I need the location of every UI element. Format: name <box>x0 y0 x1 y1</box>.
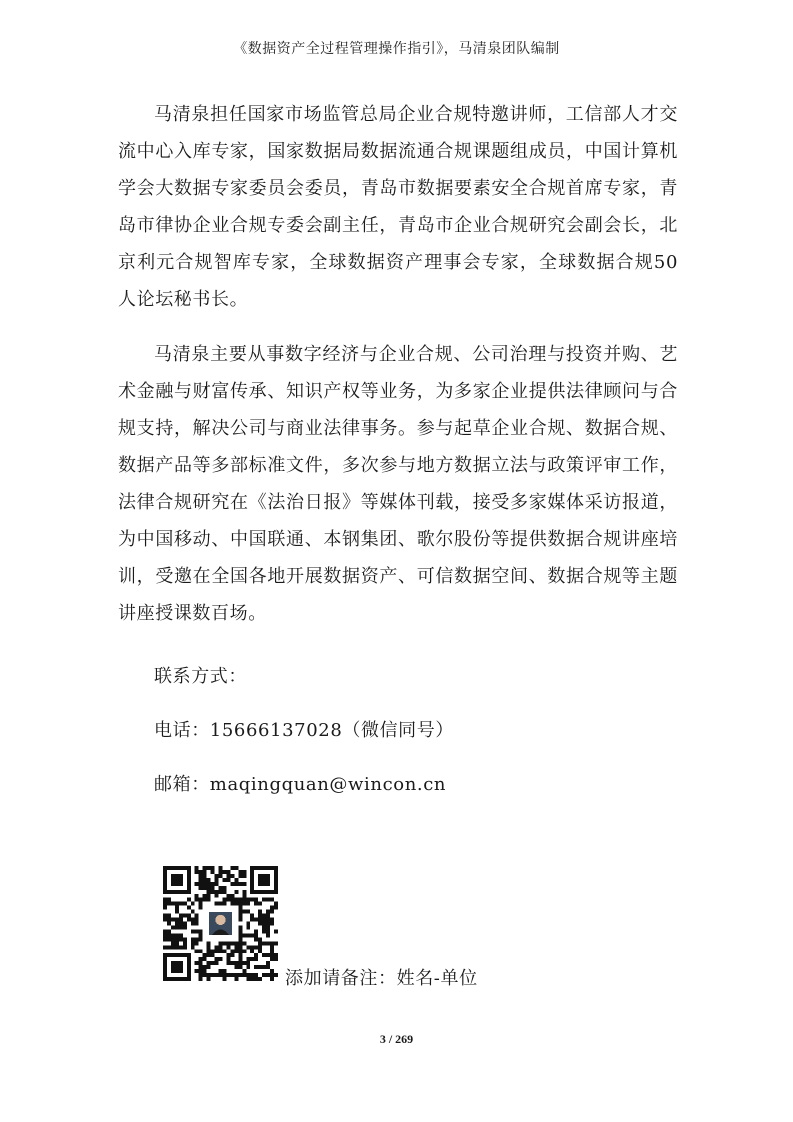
contact-email: 邮箱：maqingquan@wincon.cn <box>154 774 447 795</box>
page-number: 3 / 269 <box>379 1032 414 1046</box>
contact-phone: 电话：15666137028（微信同号） <box>154 720 454 741</box>
document-body <box>118 96 678 812</box>
bio-paragraph-roles: 马清泉担任国家市场监管总局企业合规特邀讲师，工信部人才交流中心入库专家，国家数据局数据流通合规课题组成员，中国计算机学会大数据专家委员会委员，青岛市数据要素安全合规首席专家，青岛市律协企业合规专委会副主任，青岛市企业合规研究会副会长，北京利元合规智库专家，全球数据资产理事会专家，全球数据合规50人论坛秘书长。 <box>118 104 678 310</box>
bio-paragraph-practice: 马清泉主要从事数字经济与企业合规、公司治理与投资并购、艺术金融与财富传承、知识产权等业务，为多家企业提供法律顾问与合规支持，解决公司与商业法律事务。参与起草企业合规、数据合规、数据产品等多部标准文件，多次参与地方数据立法与政策评审工作，法律合规研究在《法治日报》等媒体刊载，接受多家媒体采访报道，为中国移动、中国联通、本钢集团、歌尔股份等提供数据合规讲座培训，受邀在全国各地开展数据资产、可信数据空间、数据合规等主题讲座授课数百场。 <box>118 344 678 624</box>
wechat-qr-code <box>163 866 278 981</box>
qr-section <box>163 866 583 989</box>
qr-note: 添加请备注：姓名-单位 <box>285 968 478 989</box>
running-header: 《数据资产全过程管理操作指引》，马清泉团队编制 <box>233 41 560 57</box>
contact-title: 联系方式： <box>154 666 247 687</box>
